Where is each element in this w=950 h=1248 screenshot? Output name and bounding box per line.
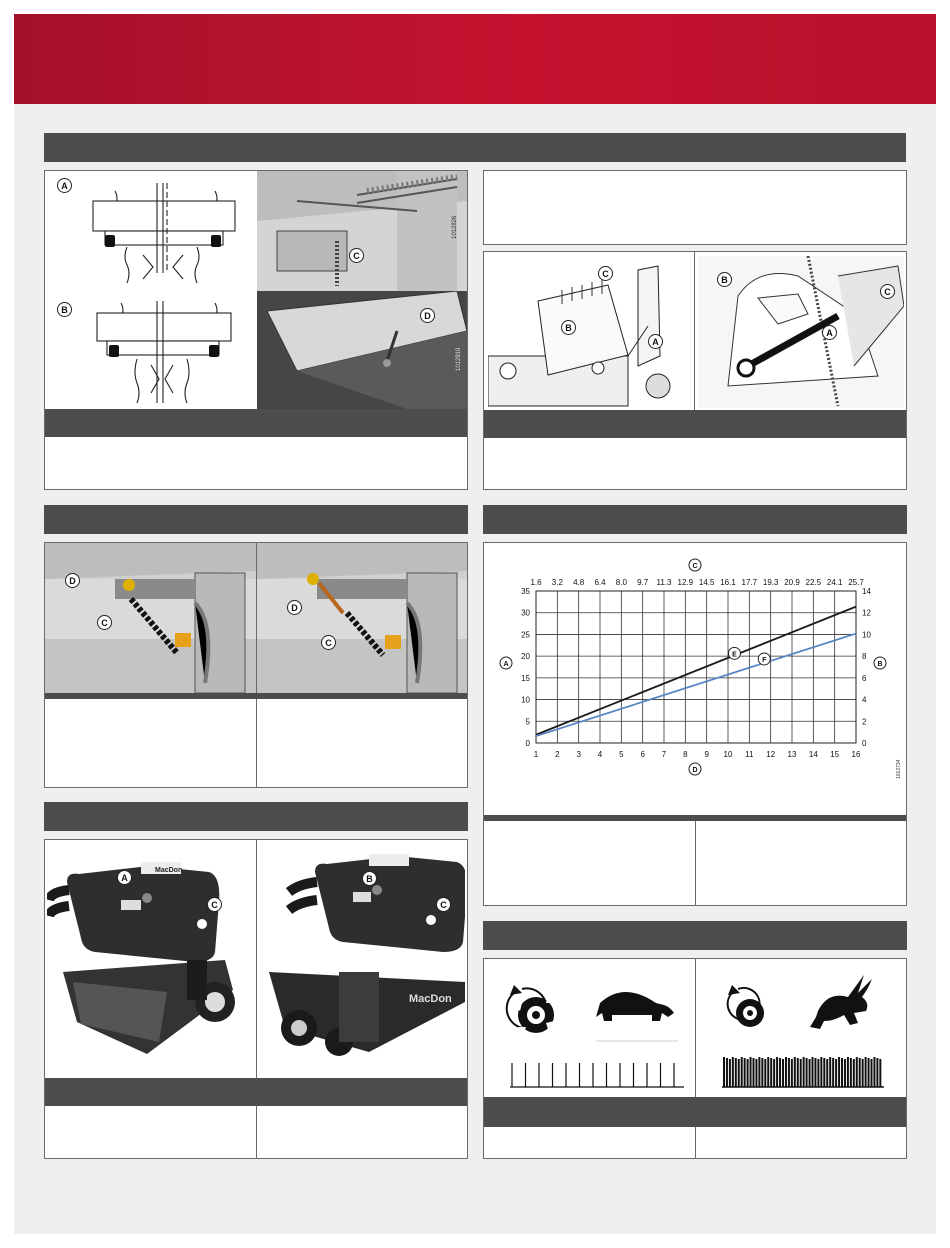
axis-callout-top: C — [692, 563, 698, 570]
x-top-tick-label: 24.1 — [826, 578, 843, 587]
caption-strip-controls — [45, 1078, 467, 1106]
x-top-tick-label: 17.7 — [741, 578, 758, 587]
x-bottom-tick-label: 2 — [555, 750, 560, 759]
cutter-disc-slow-icon — [516, 995, 554, 1033]
callout-c-spring-right: C — [321, 635, 336, 650]
chart-divider — [695, 821, 696, 905]
panel-controls — [44, 839, 468, 1159]
callout-a-console: A — [117, 870, 132, 885]
callout-c: C — [349, 248, 364, 263]
speed-divider — [695, 959, 696, 1158]
speed-slow — [488, 963, 693, 1095]
section-bar-lower-left — [44, 802, 468, 831]
caption-strip-flange — [45, 409, 467, 437]
x-bottom-tick-label: 14 — [808, 750, 818, 759]
callout-a-gauge: A — [648, 334, 663, 349]
control-console-b — [259, 842, 465, 1076]
x-top-tick-label: 11.3 — [656, 578, 672, 587]
x-top-tick-label: 19.3 — [762, 578, 779, 587]
callout-d-spring-left: D — [65, 573, 80, 588]
callout-c-gauge: C — [598, 266, 613, 281]
flange-diagram — [47, 173, 257, 409]
x-top-tick-label: 9.7 — [637, 578, 649, 587]
callout-c-console-a: C — [207, 897, 222, 912]
panel-chart — [483, 542, 907, 906]
x-bottom-tick-label: 9 — [704, 750, 709, 759]
gauge-photo — [698, 256, 904, 408]
y-left-tick-label: 15 — [521, 673, 530, 683]
callout-b-gauge: B — [561, 320, 576, 335]
spring-photo-right — [257, 543, 467, 693]
x-bottom-tick-label: 1 — [533, 750, 539, 759]
y-right-tick-label: 4 — [862, 695, 867, 705]
y-left-tick-label: 20 — [521, 652, 530, 662]
caption-strip-speed — [484, 1097, 906, 1127]
series-line-f — [536, 634, 856, 736]
callout-c-photo: C — [880, 284, 895, 299]
spring-photo — [257, 171, 467, 291]
panel-gauge — [483, 251, 907, 490]
y-right-tick-label: 6 — [862, 673, 867, 683]
y-left-tick-label: 35 — [521, 587, 530, 596]
x-bottom-tick-label: 6 — [640, 750, 645, 759]
y-left-tick-label: 25 — [521, 630, 530, 640]
section-bar-top — [44, 133, 906, 162]
x-top-tick-label: 1.6 — [530, 578, 542, 587]
header-banner — [14, 14, 936, 104]
x-top-tick-label: 16.1 — [720, 578, 736, 587]
speed-chart — [484, 543, 906, 815]
y-right-tick-label: 2 — [862, 717, 867, 727]
series-line-e — [536, 607, 856, 735]
y-left-tick-label: 10 — [521, 695, 530, 705]
x-top-tick-label: 12.9 — [677, 578, 694, 587]
spring-photo-left — [45, 543, 256, 693]
y-right-tick-label: 12 — [862, 608, 871, 618]
x-bottom-tick-label: 15 — [830, 750, 840, 759]
panel-speed — [483, 958, 907, 1159]
rabbit-icon — [810, 975, 872, 1029]
x-top-tick-label: 14.5 — [698, 578, 715, 587]
x-bottom-tick-label: 11 — [745, 750, 754, 759]
x-bottom-tick-label: 10 — [723, 750, 733, 759]
callout-a-photo: A — [822, 325, 837, 340]
x-bottom-tick-label: 8 — [683, 750, 688, 759]
x-top-tick-label: 3.2 — [551, 578, 563, 587]
photo-id-1: 1012826 — [452, 215, 458, 239]
series-callout-f: F — [762, 656, 767, 664]
caption-strip-gauge — [484, 410, 906, 438]
photo-id-2: 1012819 — [456, 347, 462, 371]
control-console-a — [47, 842, 255, 1076]
callout-c-console-b: C — [436, 897, 451, 912]
tensioner-photo — [257, 291, 467, 409]
callout-d: D — [420, 308, 435, 323]
x-top-tick-label: 8.0 — [615, 578, 627, 587]
x-top-tick-label: 4.8 — [573, 578, 585, 587]
section-bar-lower-right — [483, 921, 907, 950]
y-left-tick-label: 5 — [525, 717, 530, 727]
x-bottom-tick-label: 7 — [661, 750, 667, 759]
callout-c-spring-left: C — [97, 615, 112, 630]
console-logo-b: MacDon — [409, 993, 452, 1005]
y-right-tick-label: 14 — [862, 587, 871, 596]
y-right-tick-label: 8 — [862, 652, 867, 662]
x-bottom-tick-label: 13 — [787, 750, 797, 759]
gauge-diagram — [488, 256, 694, 408]
callout-b: B — [57, 302, 72, 317]
x-bottom-tick-label: 5 — [619, 750, 624, 759]
y-left-tick-label: 0 — [525, 739, 530, 748]
y-left-tick-label: 30 — [521, 608, 530, 618]
cutter-disc-fast-icon — [736, 999, 764, 1027]
axis-callout-bottom: D — [692, 767, 698, 774]
callout-a: A — [57, 178, 72, 193]
series-callout-e: E — [732, 651, 737, 659]
console-logo-a: MacDon — [155, 867, 183, 874]
panel-springs — [44, 542, 468, 788]
panel-flange — [44, 170, 468, 490]
callout-b-console: B — [362, 871, 377, 886]
notes-box-top-right — [483, 170, 907, 245]
x-bottom-tick-label: 16 — [851, 750, 861, 759]
x-top-tick-label: 22.5 — [805, 578, 822, 587]
y-right-tick-label: 0 — [862, 739, 867, 748]
y-right-tick-label: 10 — [862, 630, 871, 640]
callout-b-photo: B — [717, 272, 732, 287]
caption-strip-springs — [45, 693, 467, 699]
turtle-icon — [596, 992, 674, 1021]
axis-callout-right: B — [877, 661, 883, 668]
section-bar-mid-right — [483, 505, 907, 534]
x-bottom-tick-label: 12 — [766, 750, 776, 759]
x-bottom-tick-label: 3 — [576, 750, 581, 759]
callout-d-spring-right: D — [287, 600, 302, 615]
chart-image-id: 1012734 — [896, 759, 902, 779]
x-top-tick-label: 6.4 — [594, 578, 606, 587]
controls-divider — [256, 840, 257, 1158]
x-bottom-tick-label: 4 — [597, 750, 603, 759]
x-top-tick-label: 20.9 — [784, 578, 800, 587]
axis-callout-left: A — [503, 661, 509, 668]
x-top-tick-label: 25.7 — [848, 578, 864, 587]
speed-fast — [698, 963, 904, 1095]
section-bar-mid-left — [44, 505, 468, 534]
